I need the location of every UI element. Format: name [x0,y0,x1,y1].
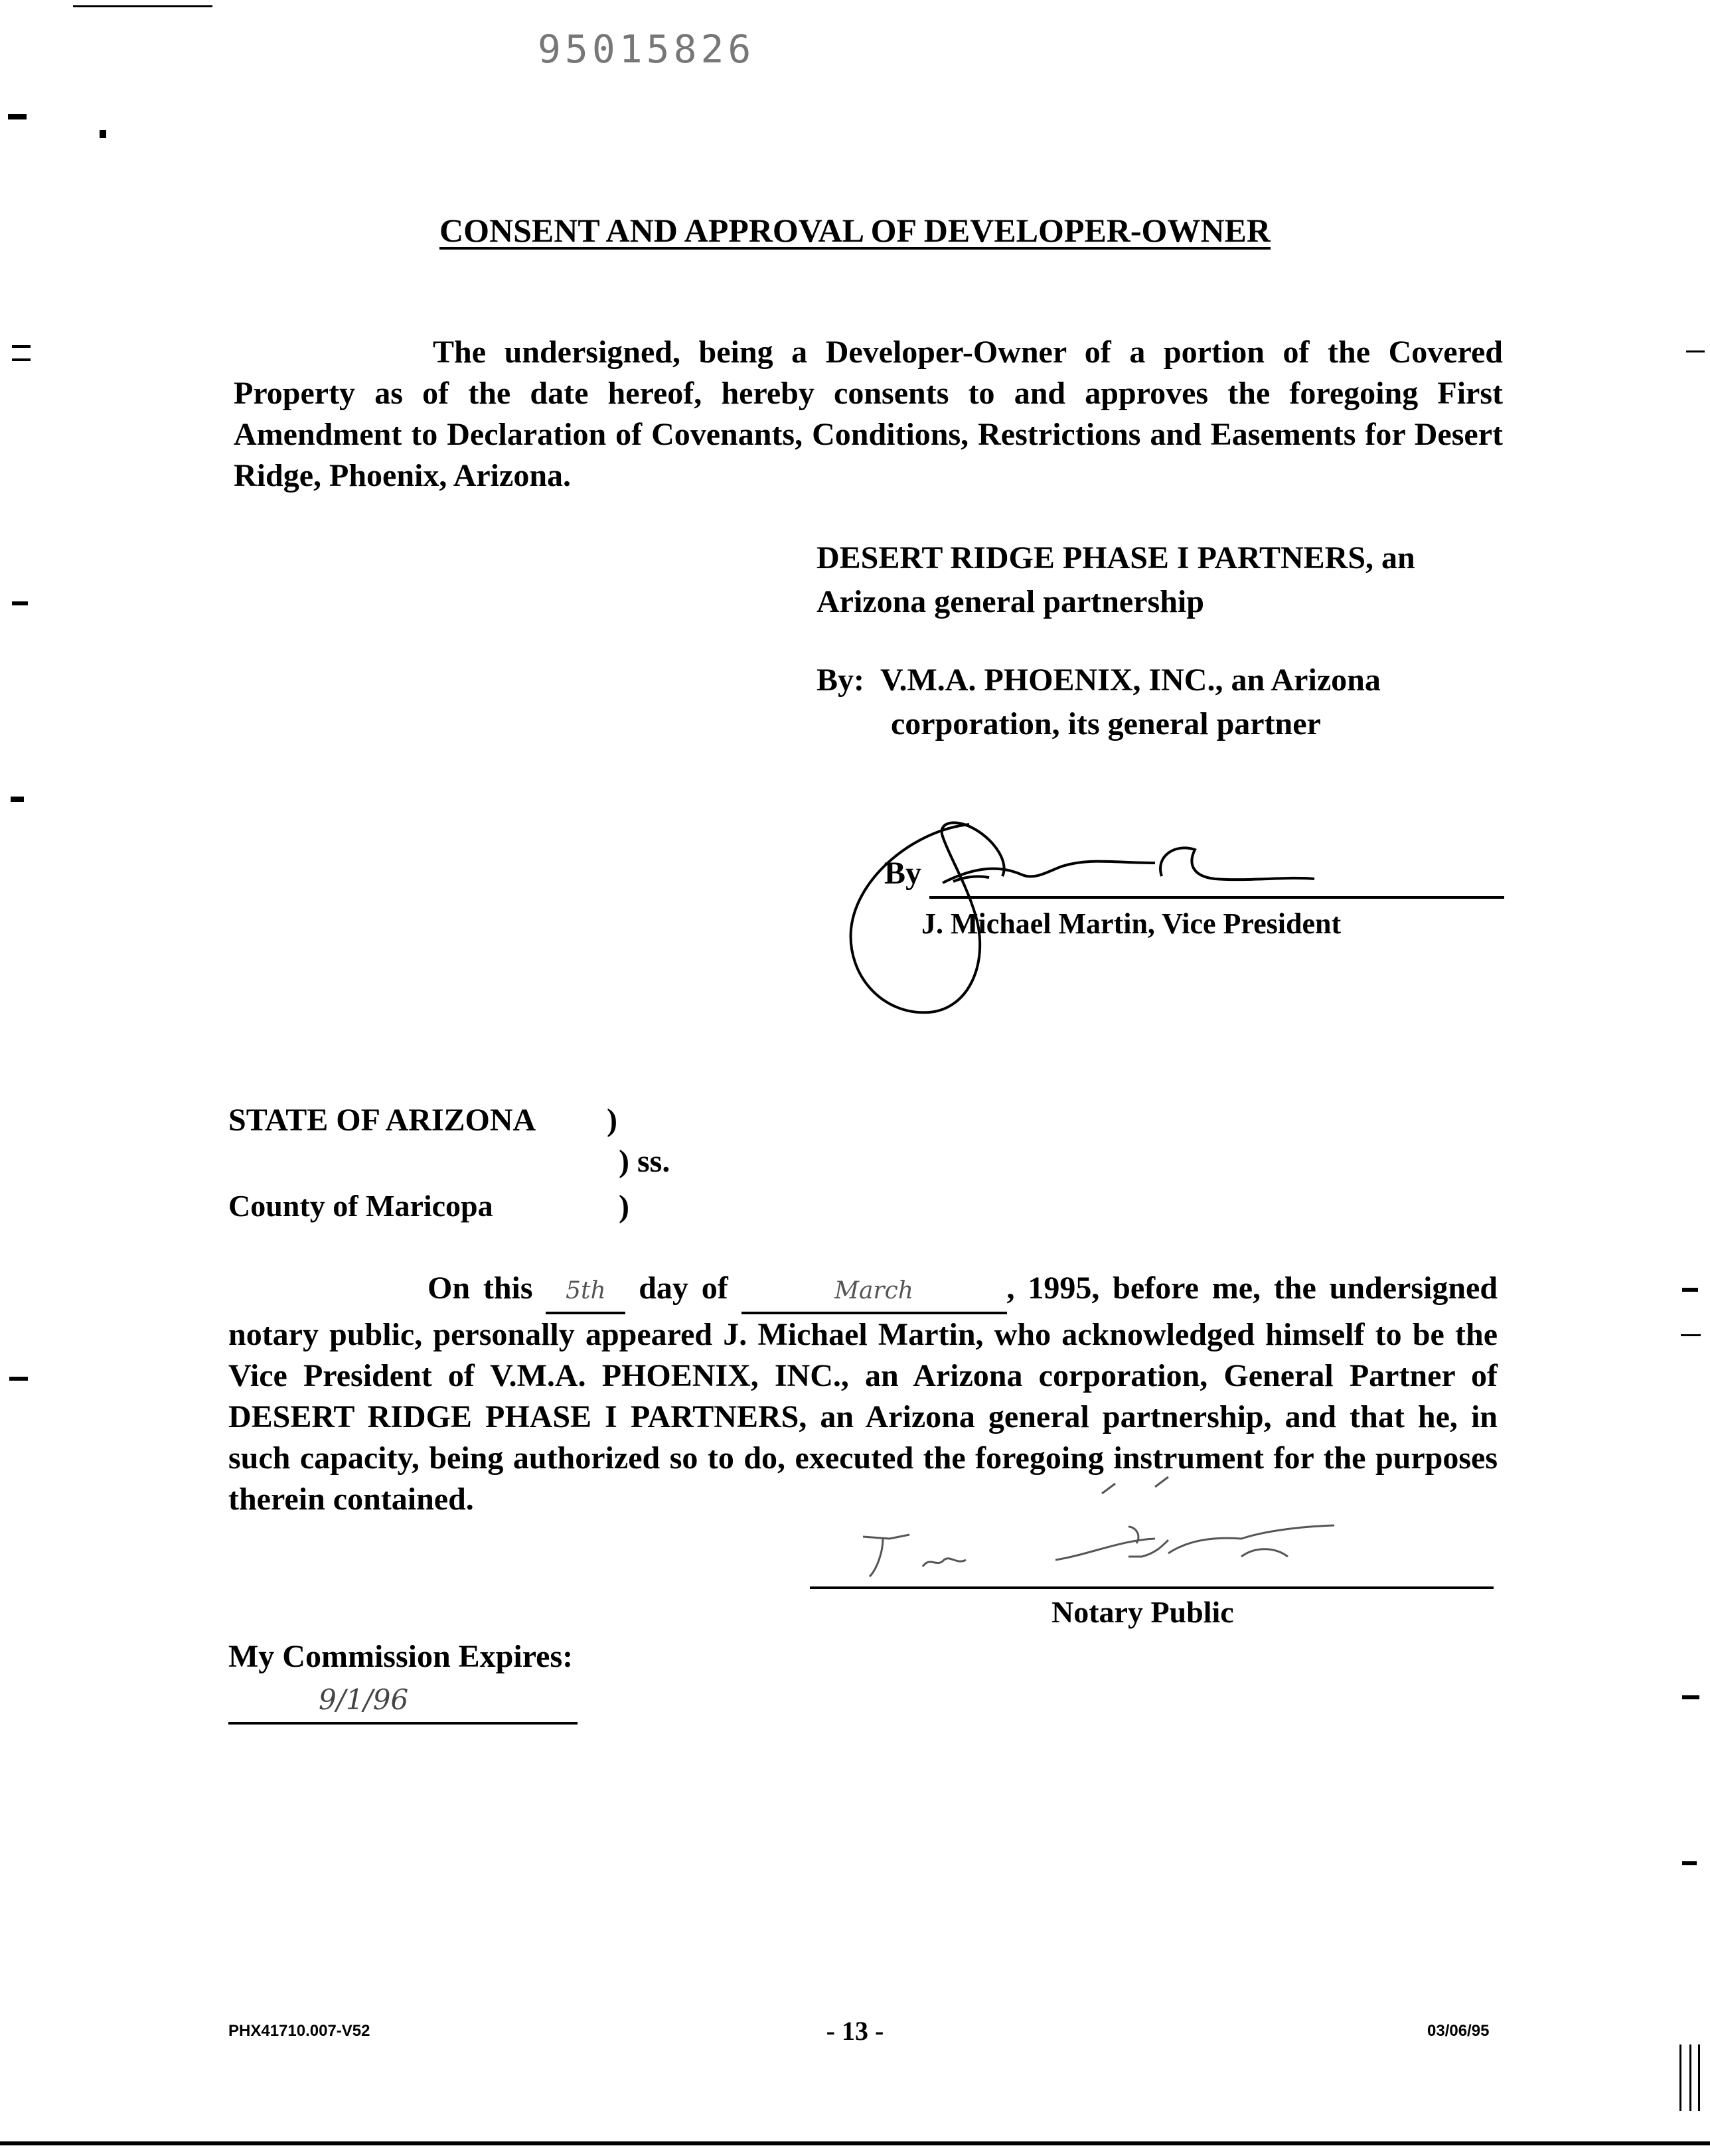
scan-artifact [9,1377,28,1381]
scan-artifact [1686,350,1705,352]
venue-state: STATE OF ARIZONA [228,1103,536,1138]
ack-body: notary public, personally appeared J. Michael Martin, who acknowledged himself to be the Vice President of V.M.A. PHOENIX, INC., an Arizona corporation, General Partner of DESERT RIDGE PHASE I PARTNERS, an Arizona general partnership, and that he, in such capacity, being authorized so to do, executed the foregoing instrument for the purposes therein contained. [228,1317,1498,1517]
commission-date-line [228,1722,578,1725]
entity-type: Arizona general partnership [816,584,1204,619]
venue-paren-bottom: ) [619,1189,629,1224]
ack-month-field: March [741,1270,1007,1314]
ack-day-of: day of [639,1270,728,1306]
bottom-scan-edge [0,2141,1710,2145]
scan-artifact [12,345,31,348]
acknowledgment-paragraph [228,1268,1498,1520]
scan-artifact [1681,1334,1701,1336]
footer-page-number: - 13 - [826,2016,884,2046]
venue-ss: ) ss. [619,1144,670,1179]
commission-expires-label: My Commission Expires: [228,1639,574,1674]
notary-signature-line [810,1586,1494,1589]
scan-artifact [12,358,31,361]
scan-document-number: 95015826 [538,27,755,72]
partner-description: corporation, its general partner [891,706,1321,741]
signature-by-label: By [884,856,922,891]
venue-paren-top: ) [607,1103,617,1138]
by-prefix: By: [816,662,864,698]
signer-signature-graphic [851,822,1314,1012]
ack-year-text: , 1995, before me, the undersigned [1006,1270,1498,1306]
scan-artifact [1689,2044,1691,2111]
scan-artifact [73,5,212,7]
scan-artifact [1682,1695,1699,1699]
scan-artifact [8,114,27,119]
scan-artifact [1682,1861,1697,1865]
ack-on-this: On this [428,1270,533,1306]
signer-name: J. Michael Martin, Vice President [921,907,1342,940]
consent-paragraph: The undersigned, being a Developer-Owner of a portion of the Covered Property as of the date hereof, hereby consents to and approves the foregoing First Amendment to Declaration of Covenants, Conditions, Restrictions and Easements for Desert Ridge, Phoenix, Arizona. [234,335,1503,493]
footer-document-id: PHX41710.007-V52 [228,2022,370,2040]
scan-artifact [1698,2044,1700,2111]
notary-public-label: Notary Public [1051,1595,1234,1629]
ack-day-field: 5th [546,1270,625,1314]
scan-artifact [11,797,24,802]
entity-name: DESERT RIDGE PHASE I PARTNERS, an [816,540,1415,576]
scan-artifact [1679,2044,1681,2111]
venue-county: County of Maricopa [228,1189,493,1223]
commission-expiry-date: 9/1/96 [319,1683,409,1716]
scan-artifact [100,130,106,138]
partner-name: V.M.A. PHOENIX, INC., an Arizona [880,662,1381,698]
scan-artifact [1682,1288,1698,1292]
footer-date: 03/06/95 [1427,2022,1490,2040]
scan-artifact [12,601,28,605]
document-title: CONSENT AND APPROVAL OF DEVELOPER-OWNER [439,212,1271,249]
